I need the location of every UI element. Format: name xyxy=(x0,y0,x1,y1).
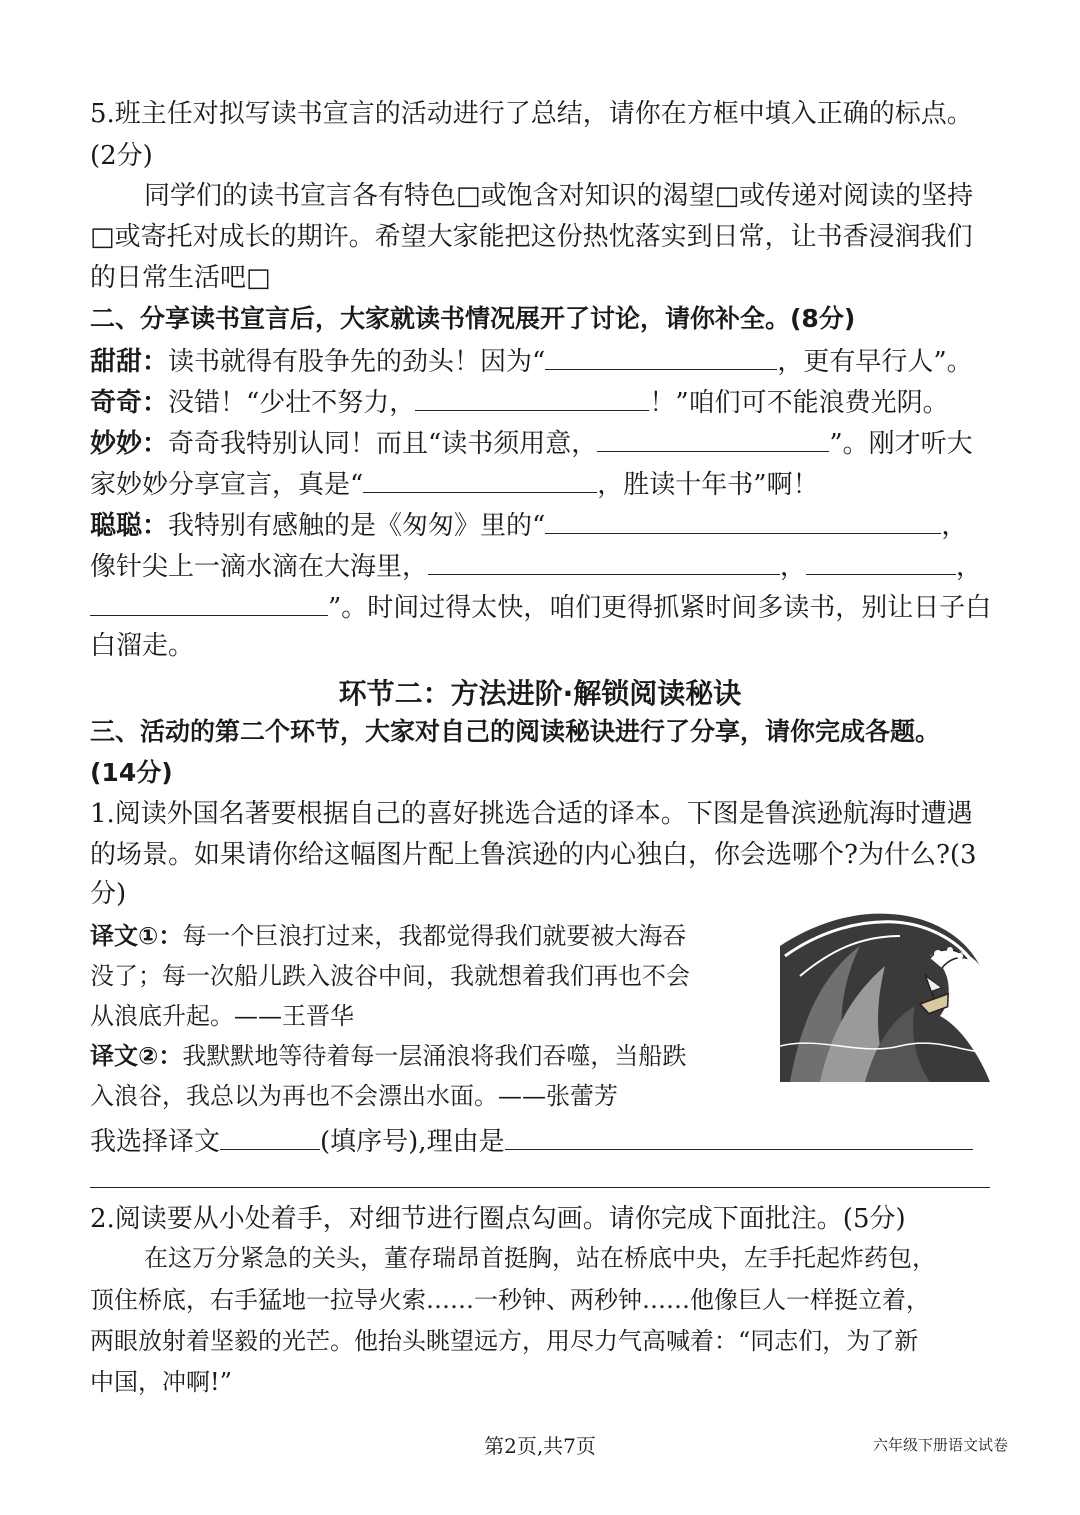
choice-number-blank[interactable] xyxy=(220,1123,320,1150)
answer-blank[interactable] xyxy=(90,589,328,616)
q5-score: (2分) xyxy=(90,141,153,171)
q1-prompt-3: 分) xyxy=(90,879,127,909)
answer-blank[interactable] xyxy=(806,548,956,575)
dialogue-qiqi: 奇奇：没错！“少壮不努力， ！”咱们可不能浪费光阴。 xyxy=(90,384,949,419)
section-title: 环节二：方法进阶·解锁阅读秘诀 xyxy=(338,677,742,710)
q5-prompt: 5.班主任对拟写读书宣言的活动进行了总结，请你在方框中填入正确的标点。 xyxy=(90,99,973,129)
q5-passage-1: 同学们的读书宣言各有特色□或饱含对知识的渴望□或传递对阅读的坚持 xyxy=(144,181,974,211)
speaker-miaomiao: 妙妙： xyxy=(90,429,169,459)
answer-blank[interactable] xyxy=(363,466,597,493)
page-number: 第2页,共7页 xyxy=(484,1434,596,1458)
answer-blank[interactable] xyxy=(415,384,649,411)
section2-heading: 二、分享读书宣言后，大家就读书情况展开了讨论，请你补全。(8分) xyxy=(90,304,856,333)
speaker-tiantian: 甜甜： xyxy=(90,347,169,377)
answer-blank[interactable] xyxy=(428,548,780,575)
q2-passage-3: 两眼放射着坚毅的光芒。他抬头眺望远方，用尽力气高喊着：“同志们，为了新 xyxy=(90,1327,919,1355)
q5-passage-2: □或寄托对成长的期许。希望大家能把这份热忱落实到日常，让书香浸润我们 xyxy=(90,222,973,252)
choose-line: 我选择译文 (填序号),理由是 xyxy=(90,1123,973,1158)
q1-prompt-1: 1.阅读外国名著要根据自己的喜好挑选合适的译本。下图是鲁滨逊航海时遭遇 xyxy=(90,799,973,829)
q2-passage-2: 顶住桥底，右手猛地一拉导火索……一秒钟、两秒钟……他像巨人一样挺立着， xyxy=(90,1286,930,1314)
dialogue-miaomiao-1: 妙妙：奇奇我特别认同！而且“读书须用意， ”。刚才听大 xyxy=(90,425,973,460)
ocean-wave-ship-illustration xyxy=(780,906,990,1082)
translation-1-label: 译文①： xyxy=(90,922,183,950)
q2-passage-1: 在这万分紧急的关头，董存瑞昂首挺胸，站在桥底中央，左手托起炸药包， xyxy=(144,1244,936,1272)
q2-prompt: 2.阅读要从小处着手，对细节进行圈点勾画。请你完成下面批注。(5分) xyxy=(90,1204,906,1234)
dialogue-congcong-4: 白溜走。 xyxy=(90,631,195,661)
translation-1-line3: 从浪底升起。——王晋华 xyxy=(90,1002,354,1030)
paper-title: 六年级下册语文试卷 xyxy=(872,1436,1008,1454)
reason-blank-line2[interactable] xyxy=(90,1187,990,1188)
speaker-congcong: 聪聪： xyxy=(90,511,169,541)
dialogue-tiantian: 甜甜：读书就得有股争先的劲头！因为“ ，更有早行人”。 xyxy=(90,343,973,378)
translation-1-line2: 没了；每一次船儿跌入波谷中间，我就想着我们再也不会 xyxy=(90,962,690,990)
section3-score: (14分) xyxy=(90,758,173,787)
answer-blank[interactable] xyxy=(545,507,941,534)
reason-blank[interactable] xyxy=(505,1123,973,1150)
dialogue-miaomiao-2: 家妙妙分享宣言，真是“ ，胜读十年书”啊！ xyxy=(90,466,819,501)
q2-passage-4: 中国，冲啊!” xyxy=(90,1368,232,1396)
answer-blank[interactable] xyxy=(597,425,829,452)
dialogue-congcong-1: 聪聪：我特别有感触的是《匆匆》里的“ ， xyxy=(90,507,967,542)
translation-2-line1: 译文②：我默默地等待着每一层涌浪将我们吞噬，当船跌 xyxy=(90,1042,687,1070)
answer-blank[interactable] xyxy=(545,343,777,370)
section3-heading: 三、活动的第二个环节，大家对自己的阅读秘诀进行了分享，请你完成各题。 xyxy=(90,717,941,746)
speaker-qiqi: 奇奇： xyxy=(90,388,169,418)
dialogue-congcong-2: 像针尖上一滴水滴在大海里， ， ， xyxy=(90,548,982,583)
dialogue-congcong-3: ”。时间过得太快，咱们更得抓紧时间多读书，别让日子白 xyxy=(90,589,991,624)
translation-2-line2: 入浪谷，我总以为再也不会漂出水面。——张蕾芳 xyxy=(90,1082,618,1110)
translation-1-line1: 译文①：每一个巨浪打过来，我都觉得我们就要被大海吞 xyxy=(90,922,687,950)
q5-passage-3: 的日常生活吧□ xyxy=(90,263,271,293)
q1-prompt-2: 的场景。如果请你给这幅图片配上鲁滨逊的内心独白，你会选哪个?为什么?(3 xyxy=(90,840,977,870)
translation-2-label: 译文②： xyxy=(90,1042,183,1070)
